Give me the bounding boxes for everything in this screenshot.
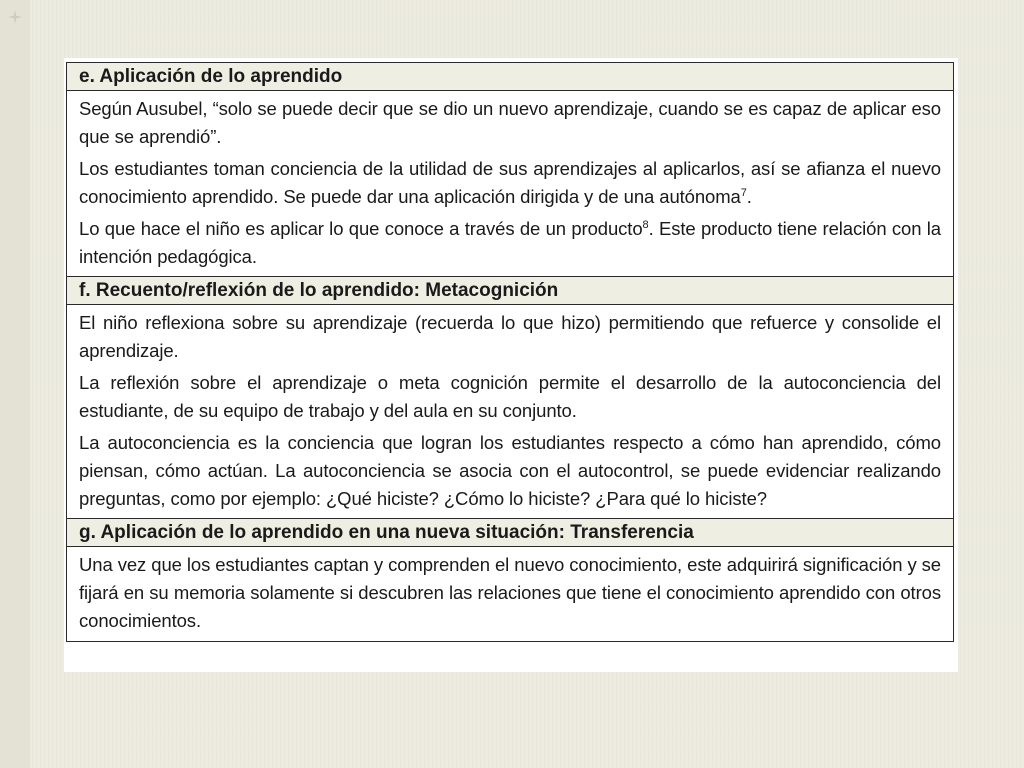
four-point-star-icon: [8, 10, 22, 24]
section-heading-g: g. Aplicación de lo aprendido en una nueva situación: Transferencia: [67, 519, 953, 547]
content-table: [66, 62, 954, 642]
paragraph: La autoconciencia es la conciencia que logran los estudiantes respecto a cómo han aprendido, cómo piensan, cómo actúan. La autoconciencia se asocia con el autocontrol, se puede evidenciar realizando preguntas, como por ejemplo: ¿Qué hiciste? ¿Cómo lo hiciste? ¿Para qué lo hiciste?: [79, 432, 941, 509]
section-heading-f: f. Recuento/reflexión de lo aprendido: Metacognición: [67, 277, 953, 305]
paragraph: La reflexión sobre el aprendizaje o meta cognición permite el desarrollo de la autoconciencia del estudiante, de su equipo de trabajo y del aula en su conjunto.: [79, 372, 941, 421]
slide-left-band: [0, 0, 30, 768]
document-image: [64, 58, 958, 672]
paragraph: Los estudiantes toman conciencia de la utilidad de sus aprendizajes al aplicarlos, así se afianza el nuevo conocimiento aprendido. Se puede dar una aplicación dirigida y de una autónoma$^7$.: [79, 158, 941, 207]
paragraph: Una vez que los estudiantes captan y comprenden el nuevo conocimiento, este adquirirá significación y se fijará en su memoria solamente si descubren las relaciones que tiene el conocimiento aprendido con otros conocimientos.: [79, 554, 941, 631]
paragraph: El niño reflexiona sobre su aprendizaje (recuerda lo que hizo) permitiendo que refuerce y consolide el aprendizaje.: [79, 312, 941, 361]
section-body-f: [67, 305, 953, 519]
paragraph: Según Ausubel, “solo se puede decir que se dio un nuevo aprendizaje, cuando se es capaz de aplicar eso que se aprendió”.: [79, 98, 941, 147]
paragraph: Lo que hace el niño es aplicar lo que conoce a través de un producto$^8$. Este producto tiene relación con la intención pedagógica.: [79, 218, 942, 267]
footnote-marker: 8: [642, 218, 649, 231]
section-heading-e: e. Aplicación de lo aprendido: [67, 63, 953, 91]
section-body-g: [67, 547, 953, 641]
footnote-marker: 7: [740, 186, 747, 199]
section-body-e: [67, 91, 953, 277]
